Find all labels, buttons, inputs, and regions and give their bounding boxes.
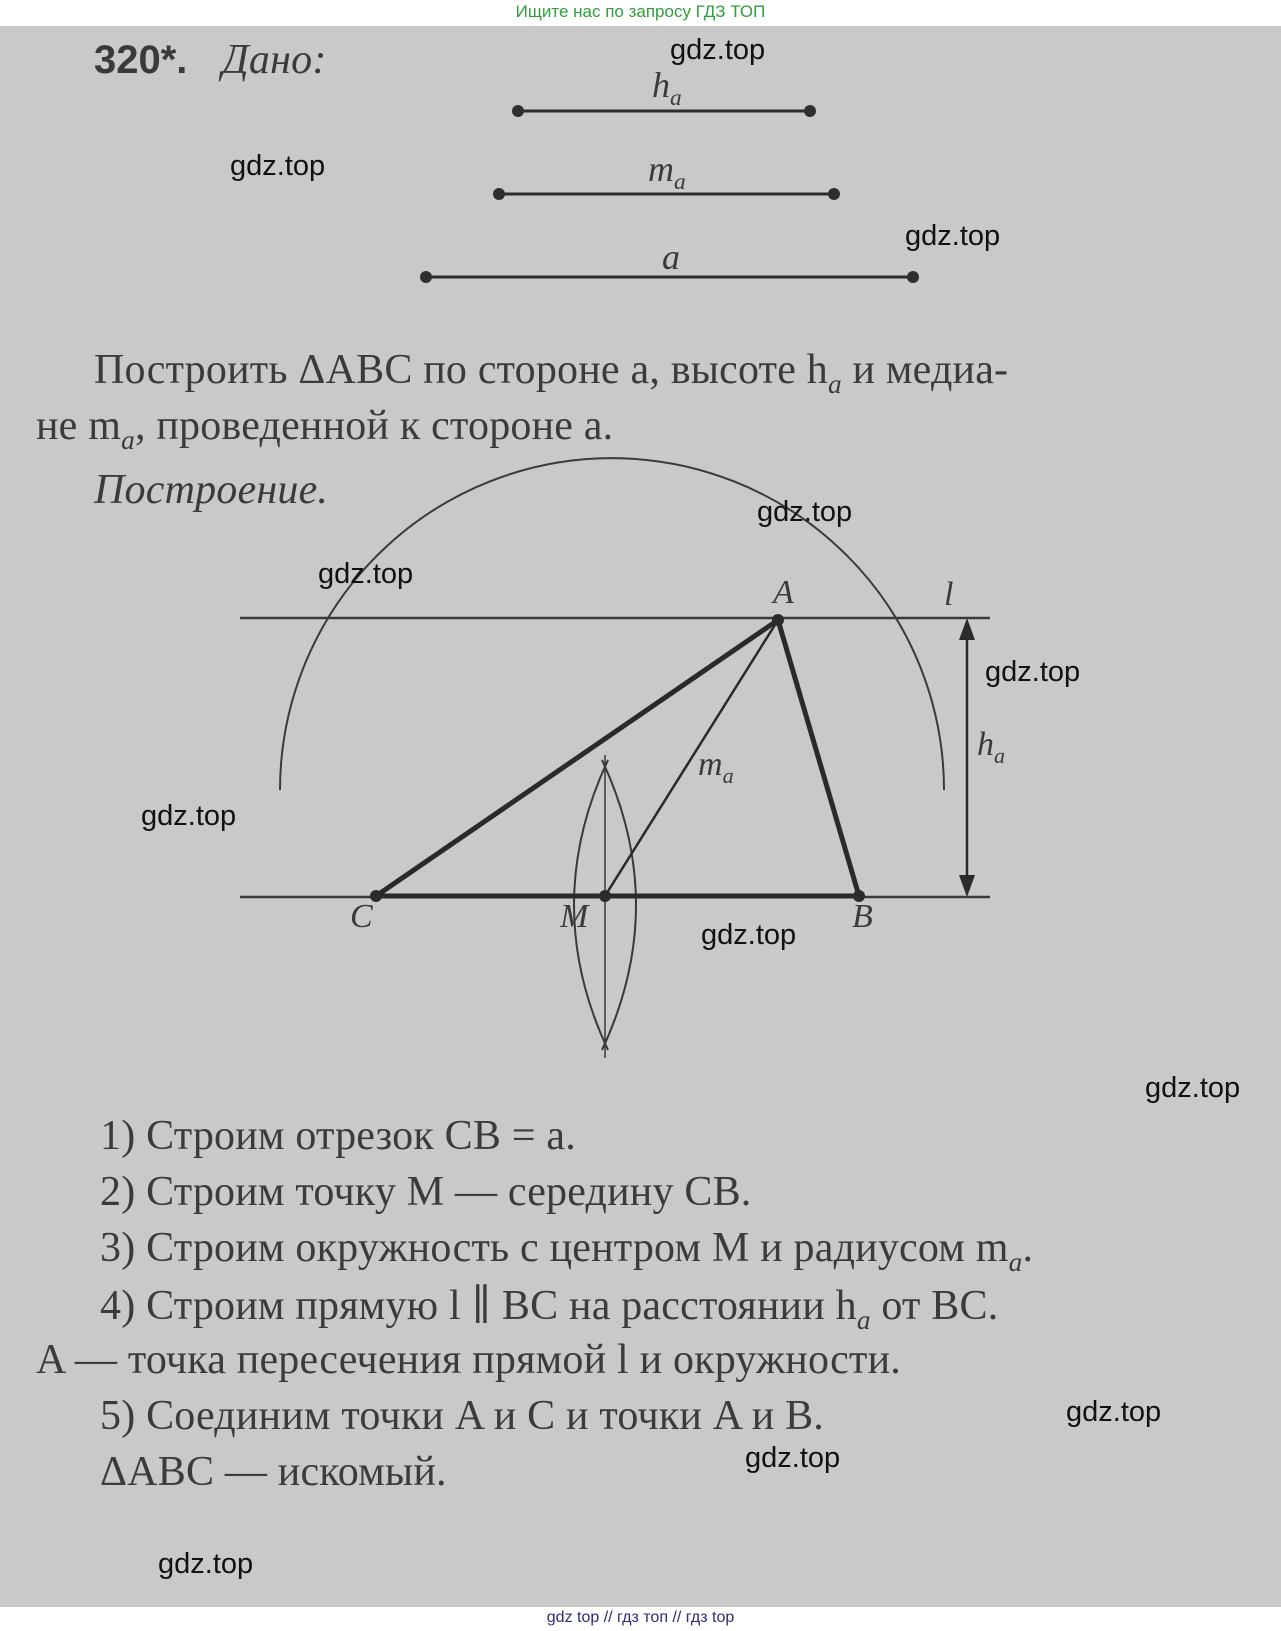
label-ha: $h_a$ (652, 65, 682, 112)
search-banner: Ищите нас по запросу ГДЗ ТОП (0, 0, 1281, 26)
fig-label-l: l (944, 576, 954, 613)
step-3: 3) Строим окружность с центром M и радиусом $m_a$. (100, 1225, 1034, 1277)
watermark: gdz.top (1145, 1072, 1241, 1104)
fig-label-ha: $h_a$ (977, 726, 1006, 768)
step-4: 4) Строим прямую l ∥ BC на расстоянии $h_a$ от BC. (100, 1283, 999, 1335)
construction-label: Построение. (94, 467, 329, 513)
task-line-2: не $m_a$, проведенной к стороне a. (36, 403, 614, 455)
point-a (772, 614, 784, 626)
bisector-arc-right (602, 760, 636, 1050)
label-a: a (662, 237, 680, 277)
step-2: 2) Строим точку M — середину CB. (100, 1169, 752, 1215)
watermark: gdz.top (701, 919, 797, 951)
watermark: gdz.top (141, 800, 237, 832)
step-4-continued: A — точка пересечения прямой l и окружности. (36, 1337, 901, 1383)
watermark: gdz.top (318, 558, 414, 590)
fig-label-ma: $m_a$ (698, 746, 734, 788)
watermark: gdz.top (985, 656, 1081, 688)
conclusion: ΔABC — искомый. (100, 1449, 447, 1495)
point-m (599, 890, 611, 902)
label-ma: $m_a$ (648, 149, 686, 196)
step-5: 5) Соединим точки A и C и точки A и B. (100, 1393, 824, 1439)
watermark: gdz.top (745, 1442, 841, 1474)
fig-label-c: C (350, 898, 373, 935)
watermark: gdz.top (905, 220, 1001, 252)
given-label: Дано: (222, 37, 327, 83)
watermark: gdz.top (158, 1548, 254, 1580)
watermark: gdz.top (670, 34, 766, 66)
side-ab (778, 620, 859, 896)
watermark: gdz.top (1066, 1396, 1162, 1428)
fig-label-m: M (560, 898, 589, 935)
problem-number: 320*. (94, 38, 188, 82)
segment-ha (512, 105, 816, 117)
textbook-page (0, 26, 1281, 1607)
task-line-1: Построить ΔABC по стороне a, высоте $h_a$ и медиа- (94, 347, 1009, 399)
median-am (605, 620, 778, 896)
footer-links[interactable]: gdz top // гдз топ // гдз top (0, 1607, 1281, 1631)
watermark: gdz.top (757, 496, 853, 528)
step-1: 1) Строим отрезок CB = a. (100, 1113, 576, 1159)
fig-label-a: A (773, 574, 794, 611)
watermark: gdz.top (230, 150, 326, 182)
fig-label-b: B (852, 898, 873, 935)
